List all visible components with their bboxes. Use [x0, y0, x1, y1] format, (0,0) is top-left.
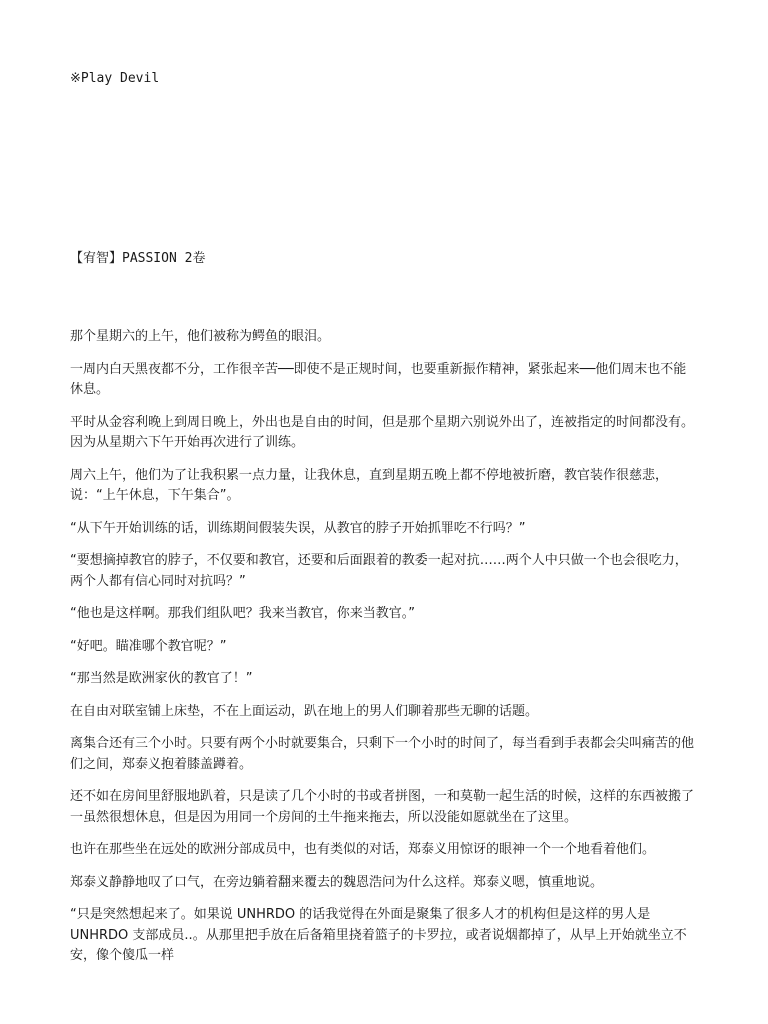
paragraph: “好吧。瞄准哪个教官呢？” [70, 638, 227, 654]
paragraph: 郑泰义静静地叹了口气，在旁边躺着翻来覆去的魏恩浩问为什么这样。郑泰义嗯，慎重地说。 [70, 874, 604, 890]
paragraph: 在自由对联室铺上床垫，不在上面运动，趴在地上的男人们聊着那些无聊的话题。 [70, 703, 539, 719]
paragraph: “那当然是欧洲家伙的教官了！” [70, 671, 253, 686]
paragraph: 一周内白天黑夜都不分，工作很辛苦──即使不是正规时间，也要重新振作精神，紧张起来──他们周末也不能休息。 [70, 361, 687, 397]
paragraph: 也许在那些坐在远处的欧洲分部成员中，也有类似的对话，郑泰义用惊讶的眼神一个一个地看着他们。 [70, 842, 656, 857]
paragraph: “只是突然想起来了。如果说 UNHRDO 的话我觉得在外面是聚集了很多人才的机构但是这样的男人是 UNHRDO 支部成员..。从那里把手放在后备箱里挠着篮子的卡罗拉，或者说烟都掉了，从早上开始就坐立不安，像个傻瓜一样 [70, 907, 687, 963]
paragraph: “要想摘掉教官的脖子，不仅要和教官，还要和后面跟着的教委一起对抗……两个人中只做一个也会很吃力，两个人都有信心同时对抗吗？” [70, 553, 688, 589]
document-header: ※Play Devil [70, 71, 160, 86]
paragraph: “他也是这样啊。那我们组队吧？我来当教官，你来当教官。” [70, 606, 415, 621]
paragraph: “从下午开始训练的话，训练期间假装失误，从教官的脖子开始抓罪吃不行吗？” [70, 520, 526, 536]
paragraph: 周六上午，他们为了让我积累一点力量，让我休息，直到星期五晚上都不停地被折磨，教官装作很慈悲，说：“上午休息，下午集合”。 [70, 467, 669, 503]
document-body [70, 327, 698, 979]
chapter-title: 【宥智】PASSION 2卷 [70, 251, 206, 266]
paragraph: 还不如在房间里舒服地趴着，只是读了几个小时的书或者拼图，一和莫勒一起生活的时候，这样的东西被搬了一虽然很想休息，但是因为用同一个房间的土牛拖来拖去，所以没能如愿就坐在了这里。 [70, 789, 695, 825]
paragraph: 离集合还有三个小时。只要有两个小时就要集合，只剩下一个小时的时间了，每当看到手表都会尖叫痛苦的他们之间，郑泰义抱着膝盖蹲着。 [70, 736, 695, 772]
paragraph: 平时从金容利晚上到周日晚上，外出也是自由的时间，但是那个星期六别说外出了，连被指定的时间都没有。因为从星期六下午开始再次进行了训练。 [70, 414, 695, 450]
paragraph: 那个星期六的上午，他们被称为鳄鱼的眼泪。 [70, 329, 331, 344]
